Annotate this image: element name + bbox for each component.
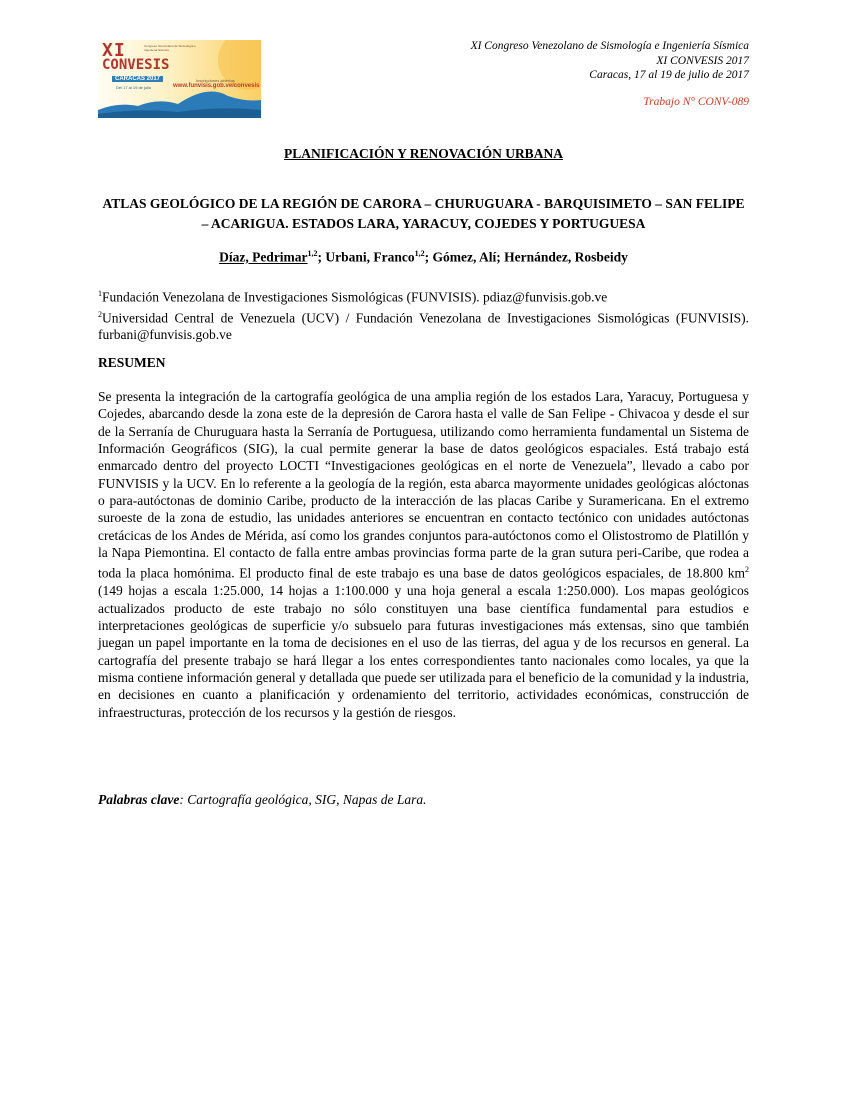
logo-dates: Del 17 al 19 de julio: [116, 85, 152, 90]
logo-subtitle: Congreso Venezolano de Sismología e Ingeniería Sísmica: [144, 44, 196, 52]
paper-code: Trabajo N° CONV-089: [643, 96, 749, 108]
abstract-text-1: Se presenta la integración de la cartografía geológica de una amplia región de los estados Lara, Yaracuy, Portuguesa y Cojedes, abarcando desde la zona este de la depresión de Carora hasta el valle de San Felipe - Chivacoa y desde el sur de la Serranía de Churuguara hasta la Serranía de Portuguesa, utilizando como herramienta fundamental un Sistema de Información Geográficos (SIG), la cual permite generar la base de datos geológicos espaciales. Está trabajo está enmarcado dentro del proyecto LOCTI “Investigaciones geológicas en el norte de Venezuela”, llevado a cabo por FUNVISIS y la UCV. En lo referente a la geología de la región, esta abarca mayormente unidades geológicas alóctonas o para-autóctonas de dominio Caribe, producto de la interacción de las placas Caribe y Suramericana. En el extremo suroeste de la zona de estudio, las unidades anteriores se encuentran en contacto tectónico con unidades autóctonas cretácicas de los Andes de Mérida, así como los grandes conjuntos para-autóctonos como el Olistostromo de Platillón y la Napa Piemontina. El contacto de falla entre ambas provincias forma parte de la gran sutura peri-Caribe, que rodea a toda la placa homónima. El producto final de este trabajo es una base de datos geológicos espaciales, de 18.800 km: [98, 389, 749, 581]
congress-logo: [98, 40, 261, 118]
author-list: [98, 249, 749, 266]
logo-xi-text: XI: [102, 40, 126, 61]
abstract-body: [98, 388, 749, 721]
paper-title: ATLAS GEOLÓGICO DE LA REGIÓN DE CARORA – CHURUGUARA - BARQUISIMETO – SAN FELIPE – ACARIGUA. ESTADOS LARA, YARACUY, COJEDES Y PORTUGUESA: [102, 196, 745, 231]
affiliation-2-marker: 2: [98, 309, 102, 319]
affiliations: [98, 285, 749, 343]
author-1-affil: 1,2: [307, 249, 318, 258]
affiliation-1-marker: 1: [98, 289, 102, 298]
conference-header: [471, 39, 749, 83]
affiliation-2: [98, 306, 749, 344]
author-1-name: Díaz, Pedrimar: [219, 249, 308, 265]
logo-url: www.funvisis.gob.ve/convesis: [173, 83, 260, 89]
affiliation-1: [98, 285, 749, 306]
conference-name: XI Congreso Venezolano de Sismología e Ingeniería Sísmica: [470, 40, 749, 52]
abstract-text-2: (149 hojas a escala 1:25.000, 14 hojas a 1:100.000 y una hoja general a escala 1:250.000). Los mapas geológicos actualizados producto de este trabajo no sólo constituyen una base científica fundamental para estudios e interpretaciones geológicas de superficie y/o subsuelo para futuras investigaciones más extensas, sino que también juegan un papel importante en la toma de decisiones en el uso de las tierras, del agua y de los recursos en general. La cartografía del presente trabajo se hará llegar a los entes correspondientes tanto nacionales como locales, ya que la misma contiene información general y detallada que puede ser utilizada para el beneficio de la comunidad y la industria, en decisiones en cuanto a planificación y ordenamiento del territorio, actividades económicas, construcción de infraestructuras, protección de los recursos y la gestión de riesgos.: [98, 583, 749, 720]
abstract-heading: RESUMEN: [98, 355, 166, 370]
keywords: [98, 792, 427, 808]
affiliation-1-text: Fundación Venezolana de Investigaciones Sismológicas (FUNVISIS). pdiaz@funvisis.gob.ve: [102, 289, 608, 305]
keywords-label: Palabras clave: [98, 792, 180, 807]
author-separator: ;: [317, 249, 326, 265]
logo-registration-note: Inscripciones abiertas: [196, 78, 235, 83]
author-2-name: Urbani, Franco: [325, 249, 415, 265]
logo-convesis-text: CONVESIS: [102, 57, 170, 73]
affiliation-2-text: Universidad Central de Venezuela (UCV) / Fundación Venezolana de Investigaciones Sismológicas (FUNVISIS). furbani@funvisis.gob.ve: [98, 310, 749, 342]
author-2-affil: 1,2: [414, 249, 425, 258]
keywords-text: : Cartografía geológica, SIG, Napas de Lara.: [179, 792, 427, 807]
other-authors: ; Gómez, Alí; Hernández, Rosbeidy: [424, 249, 628, 265]
logo-city-badge: CARACAS 2017: [112, 76, 163, 82]
conference-dates: Caracas, 17 al 19 de julio de 2017: [589, 69, 749, 81]
conference-edition: XI CONVESIS 2017: [656, 54, 749, 67]
abstract-superscript: 2: [745, 565, 749, 575]
section-title: PLANIFICACIÓN Y RENOVACIÓN URBANA: [284, 146, 563, 161]
